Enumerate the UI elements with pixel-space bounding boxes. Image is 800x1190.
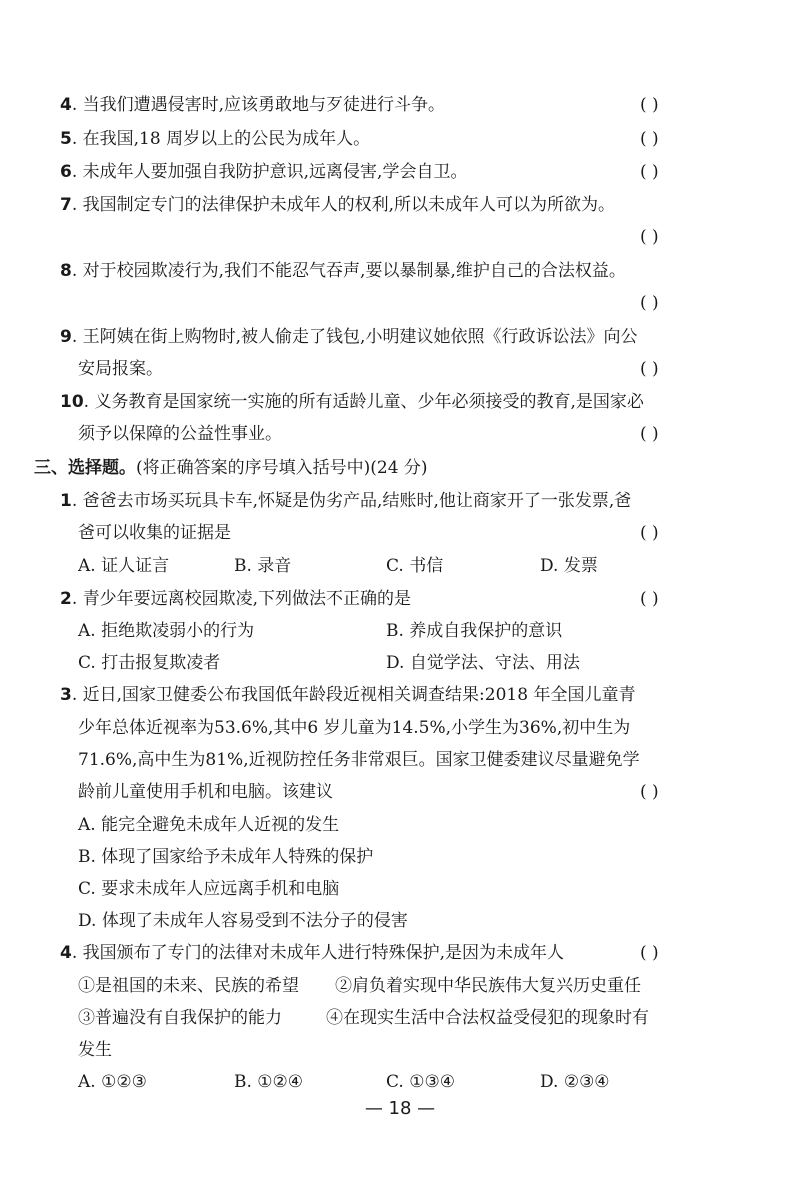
option-b[interactable]: B. ①②④ (234, 1072, 304, 1092)
question-4: 4. 当我们遭遇侵害时,应该勇敢地与歹徒进行斗争。 (60, 95, 446, 115)
question-10: 10. 义务教育是国家统一实施的所有适龄儿童、少年必须接受的教育,是国家必 (60, 392, 644, 412)
question-5: 5. 在我国,18 周岁以上的公民为成年人。 (60, 129, 371, 149)
option-d[interactable]: D. 自觉学法、守法、用法 (386, 653, 580, 673)
option-a[interactable]: A. ①②③ (78, 1072, 147, 1092)
choice-question-1-cont: 爸可以收集的证据是 (78, 523, 231, 543)
option-c[interactable]: C. 打击报复欺凌者 (78, 653, 221, 673)
question-10-cont: 须予以保障的公益性事业。 (78, 424, 282, 444)
question-9: 9. 王阿姨在街上购物时,被人偷走了钱包,小明建议她依照《行政诉讼法》向公 (60, 327, 638, 347)
option-c[interactable]: C. 书信 (386, 556, 444, 576)
choice-question-3-cont-3: 龄前儿童使用手机和电脑。该建议 (78, 782, 333, 802)
option-a[interactable]: A. 证人证言 (78, 556, 170, 576)
answer-blank-9[interactable]: ( ) (640, 359, 659, 379)
section-three-title: 三、选择题。(将正确答案的序号填入括号中)(24 分) (34, 458, 428, 478)
option-a[interactable]: A. 拒绝欺凌弱小的行为 (78, 621, 255, 641)
choice-answer-blank-2[interactable]: ( ) (640, 589, 659, 609)
answer-blank-7[interactable]: ( ) (640, 227, 659, 247)
choice-answer-blank-1[interactable]: ( ) (640, 523, 659, 543)
choice-question-3-cont-2: 71.6%,高中生为81%,近视防控任务非常艰巨。国家卫健委建议尽量避免学 (78, 750, 640, 770)
option-d[interactable]: D. 发票 (540, 556, 598, 576)
choice-question-2: 2. 青少年要远离校园欺凌,下列做法不正确的是 (60, 589, 412, 609)
statement-4: ④在现实生活中合法权益受侵犯的现象时有 (326, 1008, 649, 1028)
choice-question-1: 1. 爸爸去市场买玩具卡车,怀疑是伪劣产品,结账时,他让商家开了一张发票,爸 (60, 491, 632, 511)
answer-blank-10[interactable]: ( ) (640, 424, 659, 444)
answer-blank-4[interactable]: ( ) (640, 95, 659, 115)
page-number: — 18 — (364, 1098, 436, 1119)
option-c[interactable]: C. ①③④ (386, 1072, 455, 1092)
choice-answer-blank-4[interactable]: ( ) (640, 943, 659, 963)
option-d[interactable]: D. ②③④ (540, 1072, 610, 1092)
question-8: 8. 对于校园欺凌行为,我们不能忍气吞声,要以暴制暴,维护自己的合法权益。 (60, 261, 626, 281)
option-c[interactable]: C. 要求未成年人应远离手机和电脑 (78, 879, 340, 899)
answer-blank-8[interactable]: ( ) (640, 293, 659, 313)
question-7: 7. 我国制定专门的法律保护未成年人的权利,所以未成年人可以为所欲为。 (60, 195, 616, 215)
statement-3: ③普遍没有自我保护的能力 (78, 1008, 282, 1028)
statement-4-cont: 发生 (78, 1040, 112, 1060)
option-b[interactable]: B. 录音 (234, 556, 292, 576)
choice-question-4: 4. 我国颁布了专门的法律对未成年人进行特殊保护,是因为未成年人 (60, 943, 565, 963)
question-9-cont: 安局报案。 (78, 359, 163, 379)
option-b[interactable]: B. 体现了国家给予未成年人特殊的保护 (78, 847, 374, 867)
answer-blank-5[interactable]: ( ) (640, 129, 659, 149)
statement-2: ②肩负着实现中华民族伟大复兴历史重任 (335, 976, 641, 996)
choice-question-3: 3. 近日,国家卫健委公布我国低年龄段近视相关调查结果:2018 年全国儿童青 (60, 685, 636, 705)
question-6: 6. 未成年人要加强自我防护意识,远离侵害,学会自卫。 (60, 162, 468, 182)
statement-1: ①是祖国的未来、民族的希望 (78, 976, 299, 996)
option-a[interactable]: A. 能完全避免未成年人近视的发生 (78, 815, 340, 835)
answer-blank-6[interactable]: ( ) (640, 162, 659, 182)
option-d[interactable]: D. 体现了未成年人容易受到不法分子的侵害 (78, 911, 408, 931)
choice-question-3-cont-1: 少年总体近视率为53.6%,其中6 岁儿童为14.5%,小学生为36%,初中生为 (78, 718, 631, 738)
option-b[interactable]: B. 养成自我保护的意识 (386, 621, 563, 641)
choice-answer-blank-3[interactable]: ( ) (640, 782, 659, 802)
